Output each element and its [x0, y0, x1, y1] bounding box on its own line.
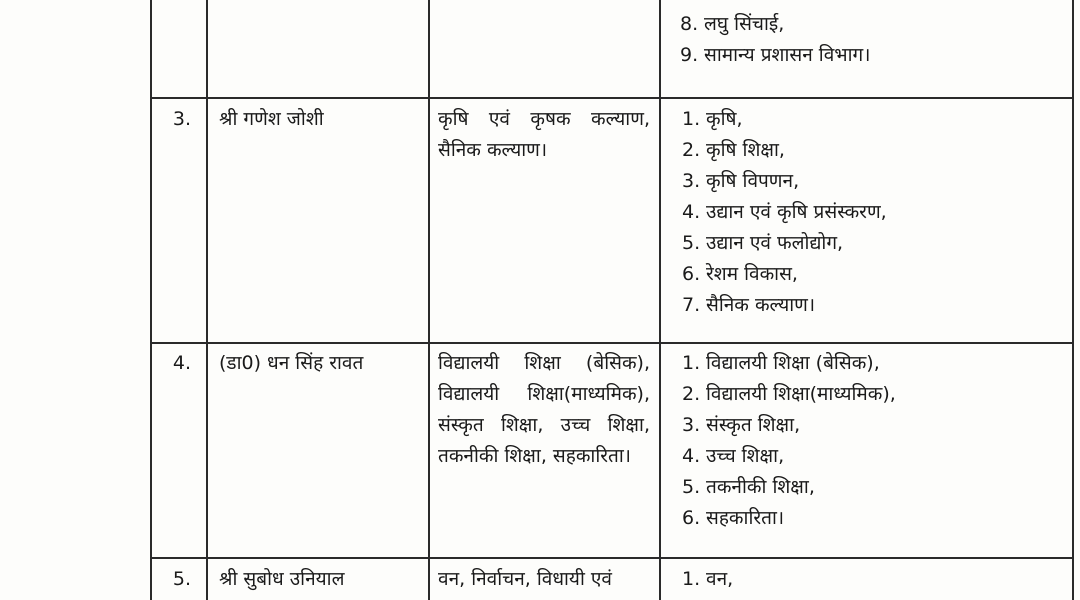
row-4-items-list: [682, 348, 896, 534]
row-divider-3: [150, 557, 1074, 559]
list-item: 7. सैनिक कल्याण।: [682, 294, 816, 316]
list-item: 6. सहकारिता।: [682, 507, 785, 529]
row-4-minister-name: (डा0) धन सिंह रावत: [219, 352, 364, 374]
row-5-items-list: [682, 564, 733, 595]
list-item: 1. वन,: [682, 568, 734, 590]
list-item: 4. उच्च शिक्षा,: [682, 445, 785, 467]
row-5-department: वन, निर्वाचन, विधायी एवं: [438, 568, 612, 590]
list-item: 3. कृषि विपणन,: [682, 170, 800, 192]
list-item: 8. लघु सिंचाई,: [680, 13, 785, 35]
list-item: 6. रेशम विकास,: [682, 263, 798, 285]
list-item: 1. कृषि,: [682, 108, 743, 130]
row-3-minister-name: श्री गणेश जोशी: [219, 108, 324, 130]
table-right-border: [1072, 0, 1074, 600]
list-item: [680, 0, 870, 9]
row-5-items-cell: [682, 564, 733, 595]
list-item: 4. उद्यान एवं कृषि प्रसंस्करण,: [682, 201, 887, 223]
row-3-items-cell: [682, 104, 887, 321]
list-item: 2. कृषि शिक्षा,: [682, 139, 785, 161]
table-left-border: [150, 0, 152, 600]
row-4-department: विद्यालयी शिक्षा (बेसिक), विद्यालयी शिक्षा(माध्यमिक), संस्कृत शिक्षा, उच्च शिक्षा, तकनीकी शिक्षा, सहकारिता।: [438, 352, 650, 467]
row-divider-2: [150, 342, 1074, 344]
column-divider-3: [659, 0, 661, 600]
row-4-serial: 4.: [172, 352, 192, 374]
list-item: 5. तकनीकी शिक्षा,: [682, 476, 815, 498]
list-item: 1. विद्यालयी शिक्षा (बेसिक),: [682, 352, 880, 374]
list-item: 3. संस्कृत शिक्षा,: [682, 414, 801, 436]
row-3-department: कृषि एवं कृषक कल्याण, सैनिक कल्याण।: [438, 108, 650, 161]
list-item: 5. उद्यान एवं फलोद्योग,: [682, 232, 844, 254]
column-divider-2: [428, 0, 430, 600]
row-5-serial: 5.: [172, 568, 192, 590]
list-item: 2. विद्यालयी शिक्षा(माध्यमिक),: [682, 383, 896, 405]
list-item: 9. सामान्य प्रशासन विभाग।: [680, 44, 871, 66]
column-divider-1: [206, 0, 208, 600]
partial-row-items-list: [680, 0, 870, 71]
row-4-items-cell: [682, 348, 896, 534]
row-3-items-list: [682, 104, 887, 321]
row-5-minister-name: श्री सुबोध उनियाल: [219, 568, 345, 590]
row-3-serial: 3.: [172, 108, 192, 130]
partial-row-items-cell: [680, 0, 870, 71]
row-divider-1: [150, 97, 1074, 99]
